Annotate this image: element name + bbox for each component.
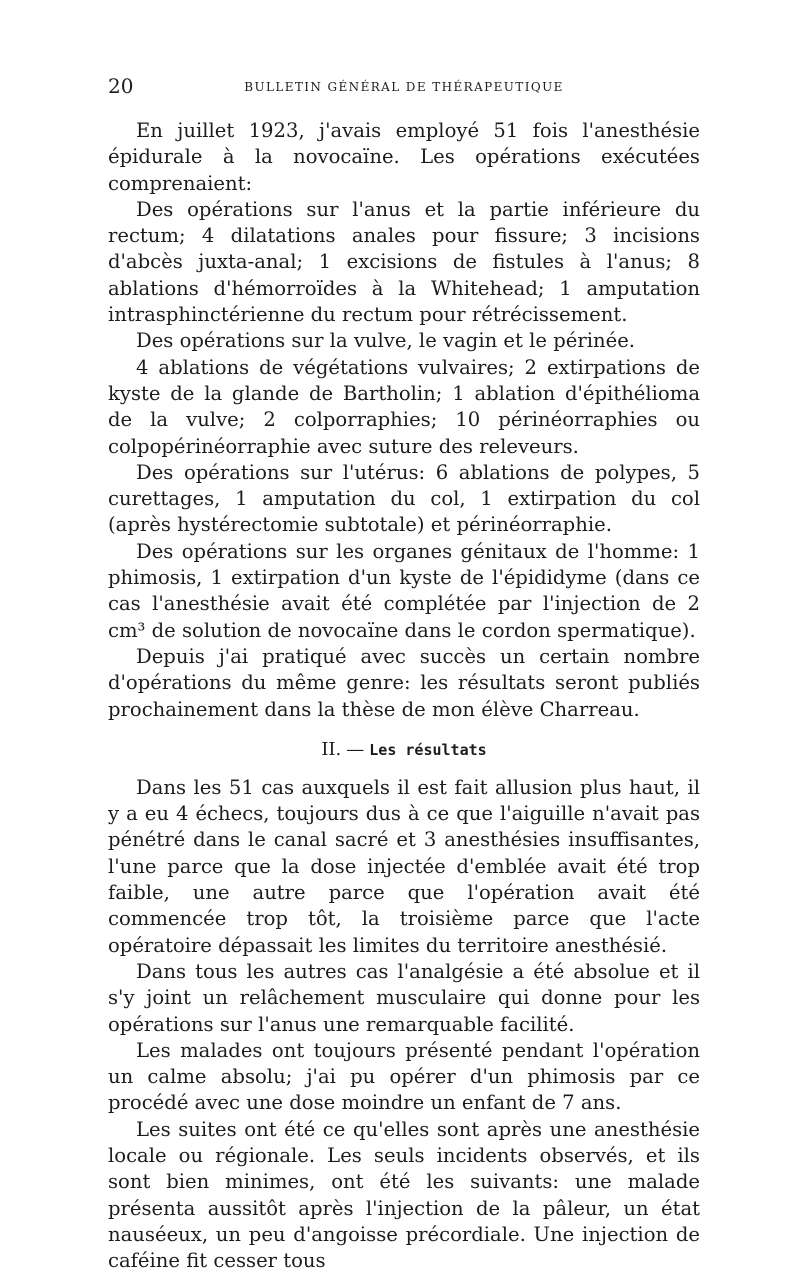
paragraph-analgesia: Dans tous les autres cas l'analgésie a été absolue et il s'y joint un relâchement musculaire qui donne pour les opérations sur l'anus une remarquable facilité. xyxy=(108,959,700,1036)
paragraph-intro: En juillet 1923, j'avais employé 51 fois l'anesthésie épidurale à la novocaïne. Les opérations exécutées comprenaient: xyxy=(108,119,700,195)
page-number: 20 xyxy=(108,74,134,98)
paragraph-vulve-list: 4 ablations de végétations vulvaires; 2 extirpations de kyste de la glande de Bartholin; 1 ablation d'épithélioma de la vulve; 2 colporraphies; 10 périnéorraphies ou colpopérinéorraphie avec suture des releveurs. xyxy=(108,355,700,458)
running-title: BULLETIN GÉNÉRAL DE THÉRAPEUTIQUE xyxy=(244,80,564,94)
paragraph-uterus: Des opérations sur l'utérus: 6 ablations de polypes, 5 curettages, 1 amputation du col, 1 extirpation du col (après hystérectomie subtotale) et périnéorraphie. xyxy=(108,460,700,537)
paragraph-calm: Les malades ont toujours présenté pendant l'opération un calme absolu; j'ai pu opérer d'un phimosis par ce procédé avec une dose moindre un enfant de 7 ans. xyxy=(108,1038,700,1115)
paragraph-since: Depuis j'ai pratiqué avec succès un certain nombre d'opérations du même genre: les résultats seront publiés prochainement dans la thèse de mon élève Charreau. xyxy=(108,644,700,721)
section-number: II. xyxy=(321,738,342,760)
paragraph-vulve-heading: Des opérations sur la vulve, le vagin et le périnée. xyxy=(136,329,636,353)
body-text xyxy=(108,118,700,1274)
section-dash: — xyxy=(346,738,365,760)
paragraph-anus-rectum: Des opérations sur l'anus et la partie inférieure du rectum; 4 dilatations anales pour fissure; 3 incisions d'abcès juxta-anal; 1 excisions de fistules à l'anus; 8 ablations d'hémorroïdes à la Whitehead; 1 amputation intrasphinctérienne du rectum pour rétrécissement. xyxy=(108,197,700,327)
section-title: Les résultats xyxy=(369,740,487,759)
paragraph-male-organs: Des opérations sur les organes génitaux de l'homme: 1 phimosis, 1 extirpation d'un kyste de l'épididyme (dans ce cas l'anesthésie avait été complétée par l'injection de 2 cm³ de solution de novocaïne dans le cordon spermatique). xyxy=(108,539,700,642)
page-header xyxy=(108,74,700,98)
paragraph-failures: Dans les 51 cas auxquels il est fait allusion plus haut, il y a eu 4 échecs, toujours dus à ce que l'aiguille n'avait pas pénétré dans le canal sacré et 3 anesthésies insuffisantes, l'une parce que la dose injectée d'emblée avait été trop faible, une autre parce que l'opération avait été commencée trop tôt, la troisième parce que l'acte opératoire dépassait les limites du territoire anesthésié. xyxy=(108,775,700,957)
section-heading xyxy=(108,737,700,763)
paragraph-aftermath: Les suites ont été ce qu'elles sont après une anesthésie locale ou régionale. Les seuls incidents observés, et ils sont bien minimes, ont été les suivants: une malade présenta aussitôt après l'injection de la pâleur, un état nauséeux, un peu d'angoisse précordiale. Une injection de caféine fit cesser tous xyxy=(108,1117,700,1273)
